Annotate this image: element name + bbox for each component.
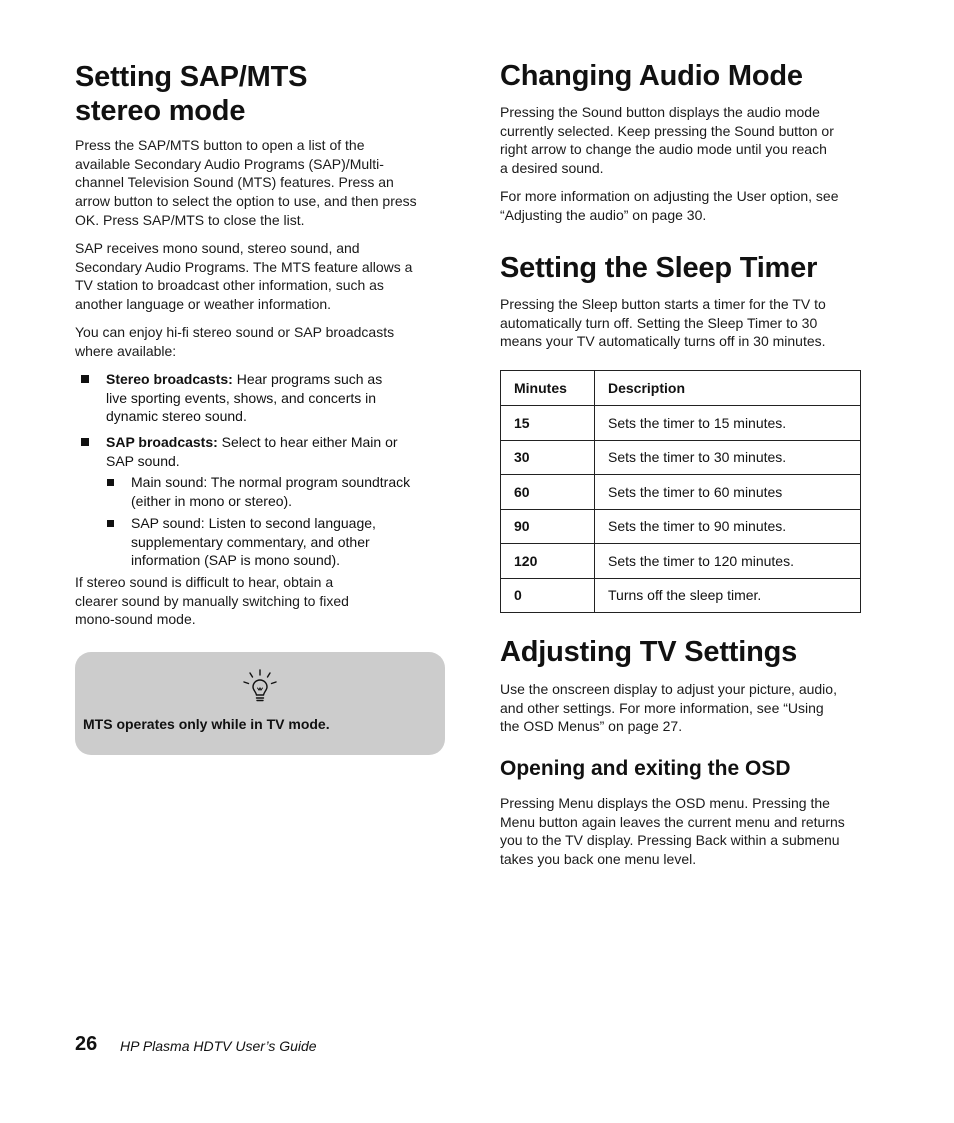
text-line: another language or weather information.: [75, 296, 332, 313]
sleep-timer-paragraph: [500, 295, 826, 351]
sap-intro-paragraph: [75, 136, 417, 230]
tip-text: MTS operates only while in TV mode.: [83, 716, 330, 732]
text-line: Pressing Menu displays the OSD menu. Pressing the: [500, 795, 830, 811]
text-line: SAP receives mono sound, stereo sound, and: [75, 240, 360, 256]
bullet-square-icon: [107, 520, 114, 527]
bullet-term: SAP broadcasts:: [106, 434, 218, 450]
cell-minutes: 0: [501, 578, 595, 613]
text-line: Main sound: The normal program soundtrack: [131, 474, 411, 490]
text-line: OK. Press SAP/MTS to close the list.: [75, 211, 305, 228]
heading-sleep-timer: Setting the Sleep Timer: [500, 252, 818, 284]
bullet-term: Stereo broadcasts:: [106, 371, 233, 387]
text-line: you to the TV display. Pressing Back within a submenu: [500, 832, 840, 849]
heading-opening-exiting-osd: Opening and exiting the OSD: [500, 757, 791, 780]
heading-sap-mts: [75, 60, 307, 128]
table-row: [501, 544, 861, 579]
sap-description-paragraph: [75, 239, 412, 314]
text-line: means your TV automatically turns off in 30 minutes.: [500, 333, 826, 350]
table-row: [501, 475, 861, 510]
heading-adjusting-tv-settings: Adjusting TV Settings: [500, 636, 798, 668]
column-header-description: Description: [595, 371, 861, 406]
text-line: available Secondary Audio Programs (SAP)/Multi-: [75, 155, 384, 172]
tv-settings-paragraph: [500, 680, 837, 736]
bullet-square-icon: [107, 479, 114, 486]
text-line: the OSD Menus” on page 27.: [500, 718, 683, 735]
text-line: Menu button again leaves the current menu and returns: [500, 813, 845, 830]
text-line: Secondary Audio Programs. The MTS feature allows a: [75, 258, 413, 275]
page-number: 26: [75, 1033, 98, 1055]
text-line: clearer sound by manually switching to fixed: [75, 592, 349, 609]
lightbulb-icon: [240, 667, 280, 707]
text-line: If stereo sound is difficult to hear, obtain a: [75, 574, 334, 590]
text-line: and other settings. For more information, see “Using: [500, 699, 824, 716]
text-line: (either in mono or stereo).: [131, 492, 293, 509]
bullet-square-icon: [81, 375, 89, 383]
table-row: [501, 440, 861, 475]
text-line: SAP sound: Listen to second language,: [131, 515, 376, 531]
text-line: Use the onscreen display to adjust your picture, audio,: [500, 681, 837, 697]
text-line: a desired sound.: [500, 160, 604, 177]
text-line: arrow button to select the option to use, and then press: [75, 193, 417, 210]
text-line: For more information on adjusting the User option, see: [500, 188, 839, 204]
text-line: Hear programs such as: [232, 371, 383, 387]
sleep-timer-table: [500, 370, 861, 613]
text-line: right arrow to change the audio mode until you reach: [500, 141, 827, 158]
text-line: SAP sound.: [106, 452, 180, 469]
cell-minutes: 15: [501, 406, 595, 441]
table-row: [501, 406, 861, 441]
bullet-square-icon: [81, 438, 89, 446]
table-row: [501, 509, 861, 544]
text-line: TV station to broadcast other information, such as: [75, 277, 384, 294]
text-line: Press the SAP/MTS button to open a list of the: [75, 137, 365, 153]
hifi-paragraph: [75, 323, 394, 360]
text-line: mono-sound mode.: [75, 611, 196, 628]
column-header-minutes: Minutes: [501, 371, 595, 406]
guide-title: HP Plasma HDTV User’s Guide: [120, 1038, 317, 1054]
cell-description: Turns off the sleep timer.: [595, 578, 861, 613]
text-line: Select to hear either Main or: [217, 434, 398, 450]
tip-box: [75, 652, 445, 755]
table-header-row: [501, 371, 861, 406]
audio-mode-paragraph: [500, 103, 834, 178]
cell-description: Sets the timer to 15 minutes.: [595, 406, 861, 441]
text-line: automatically turn off. Setting the Sleep Timer to 30: [500, 314, 818, 331]
text-line: takes you back one menu level.: [500, 851, 697, 868]
cell-description: Sets the timer to 90 minutes.: [595, 509, 861, 544]
cell-description: Sets the timer to 60 minutes: [595, 475, 861, 510]
osd-paragraph: [500, 794, 845, 869]
heading-line: Setting SAP/MTS: [75, 61, 308, 93]
text-line: channel Television Sound (MTS) features. Press an: [75, 174, 394, 191]
table-row: [501, 578, 861, 613]
text-line: supplementary commentary, and other: [131, 533, 370, 550]
text-line: live sporting events, shows, and concerts in: [106, 389, 377, 406]
cell-description: Sets the timer to 30 minutes.: [595, 440, 861, 475]
text-line: “Adjusting the audio” on page 30.: [500, 206, 707, 223]
cell-description: Sets the timer to 120 minutes.: [595, 544, 861, 579]
cell-minutes: 30: [501, 440, 595, 475]
cell-minutes: 90: [501, 509, 595, 544]
cell-minutes: 60: [501, 475, 595, 510]
text-line: Pressing the Sleep button starts a timer for the TV to: [500, 296, 826, 312]
text-line: where available:: [75, 342, 177, 359]
cell-minutes: 120: [501, 544, 595, 579]
text-line: Pressing the Sound button displays the audio mode: [500, 104, 820, 120]
text-line: dynamic stereo sound.: [106, 408, 247, 425]
text-line: information (SAP is mono sound).: [131, 552, 341, 569]
text-line: currently selected. Keep pressing the Sound button or: [500, 122, 834, 139]
audio-more-info-paragraph: [500, 187, 839, 224]
heading-changing-audio-mode: Changing Audio Mode: [500, 60, 803, 92]
text-line: You can enjoy hi-fi stereo sound or SAP broadcasts: [75, 324, 395, 340]
mono-sound-paragraph: [75, 573, 349, 629]
heading-line: stereo mode: [75, 95, 246, 127]
